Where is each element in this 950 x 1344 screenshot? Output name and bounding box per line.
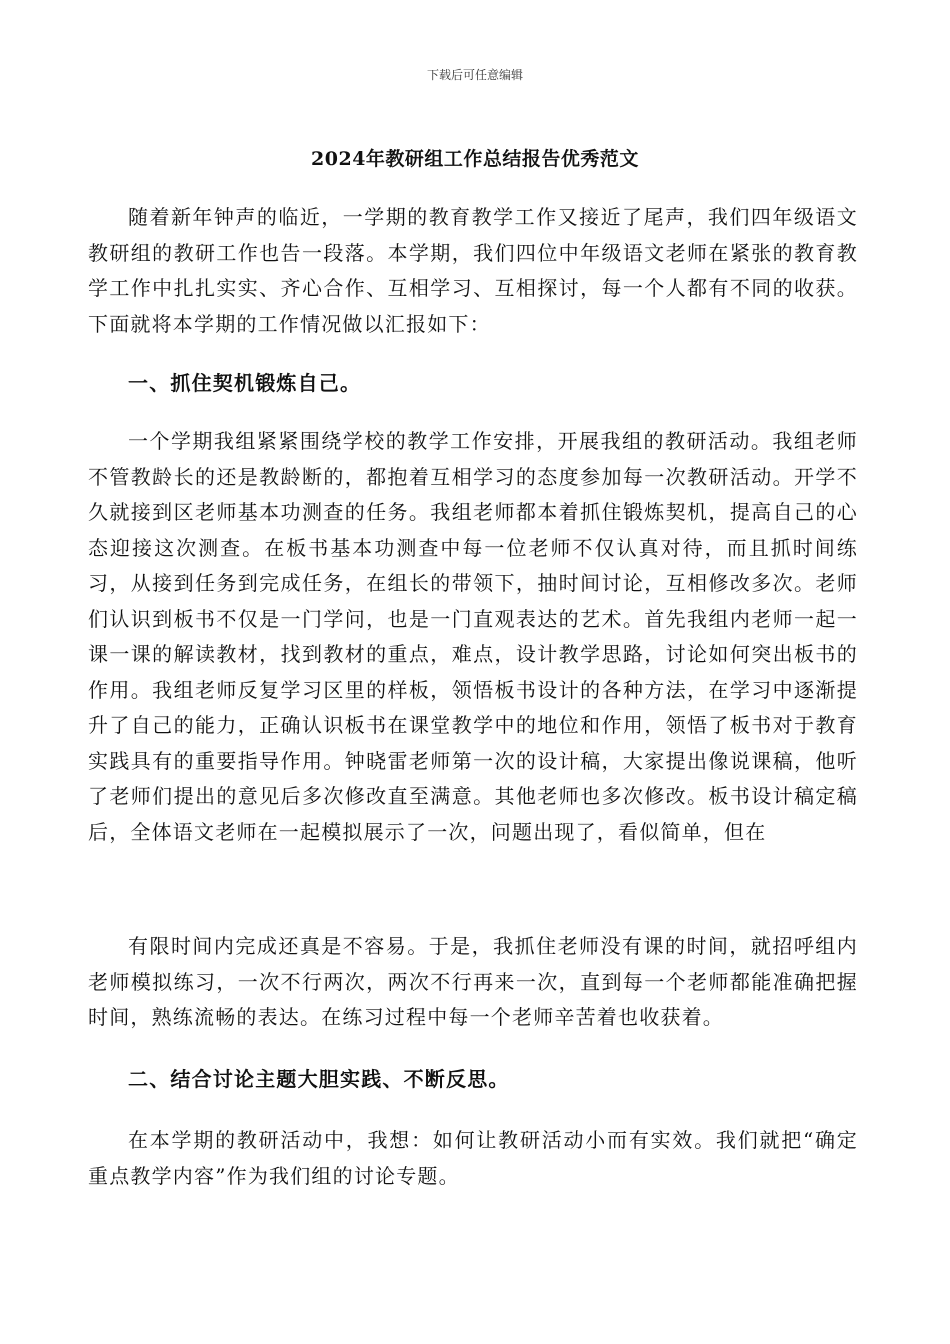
section-1-paragraph: 一个学期我组紧紧围绕学校的教学工作安排，开展我组的教研活动。我组老师不管教龄长的还是教龄断的，都抱着互相学习的态度参加每一次教研活动。开学不久就接到区老师基本功测查的任务。我组老师都本着抓住锻炼契机，提高自己的心态迎接这次测查。在板书基本功测查中每一位老师不仅认真对待，而且抓时间练习，从接到任务到完成任务，在组长的带领下，抽时间讨论，互相修改多次。老师们认识到板书不仅是一门学问，也是一门直观表达的艺术。首先我组内老师一起一课一课的解读教材，找到教材的重点，难点，设计教学思路，讨论如何突出板书的作用。我组老师反复学习区里的样板，领悟板书设计的各种方法，在学习中逐渐提升了自己的能力，正确认识板书在课堂教学中的地位和作用，领悟了板书对于教育实践具有的重要指导作用。钟晓雷老师第一次的设计稿，大家提出像说课稿，他听了老师们提出的意见后多次修改直至满意。其他老师也多次修改。板书设计稿定稿后，全体语文老师在一起模拟展示了一次，问题出现了，看似简单，但在 <box>88 429 858 844</box>
header-note: 下载后可任意编辑 <box>426 68 523 82</box>
section-2-paragraph: 在本学期的教研活动中，我想：如何让教研活动小而有实效。我们就把“确定重点教学内容”作为我们组的讨论专题。 <box>88 1128 858 1188</box>
intro-paragraph: 随着新年钟声的临近，一学期的教育教学工作又接近了尾声，我们四年级语文教研组的教研工作也告一段落。本学期，我们四位中年级语文老师在紧张的教育教学工作中扎扎实实、齐心合作、互相学习、互相探讨，每一个人都有不同的收获。下面就将本学期的工作情况做以汇报如下： <box>88 205 858 336</box>
document-title: 2024年教研组工作总结报告优秀范文 <box>311 148 639 170</box>
section-2-heading: 二、结合讨论主题大胆实践、不断反思。 <box>128 1067 510 1091</box>
section-1-heading: 一、抓住契机锻炼自己。 <box>128 371 362 395</box>
section-1-continued-paragraph: 有限时间内完成还真是不容易。于是，我抓住老师没有课的时间，就招呼组内老师模拟练习，一次不行两次，两次不行再来一次，直到每一个老师都能准确把握时间，熟练流畅的表达。在练习过程中每一个老师辛苦着也收获着。 <box>88 934 858 1029</box>
